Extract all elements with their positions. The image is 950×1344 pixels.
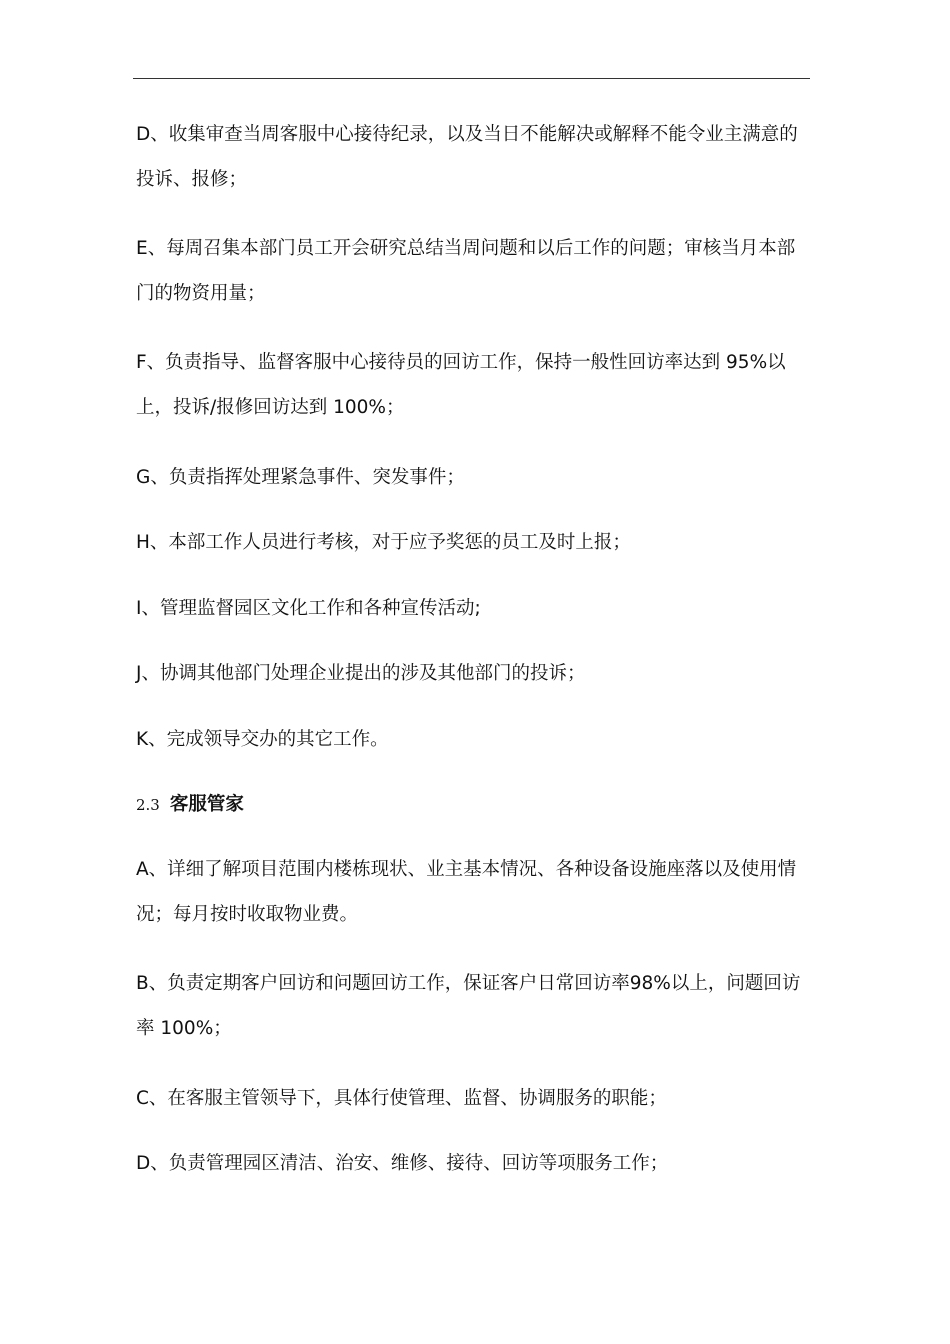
section-heading xyxy=(136,792,244,818)
section-number: 2.3 xyxy=(136,796,160,814)
section-paragraph-a: A、详细了解项目范围内楼栋现状、业主基本情况、各种设备设施座落以及使用情况；每月按时收取物业费。 xyxy=(136,859,797,925)
section-paragraph-b: B、负责定期客户回访和问题回访工作，保证客户日常回访率98%以上，问题回访率 100%； xyxy=(136,973,801,1039)
paragraph-k: K、完成领导交办的其它工作。 xyxy=(136,729,389,750)
paragraph-d: D、收集审查当周客服中心接待纪录，以及当日不能解决或解释不能令业主满意的投诉、报修； xyxy=(136,124,798,190)
section-title: 客服管家 xyxy=(169,794,244,815)
section-paragraph-c: C、在客服主管领导下，具体行使管理、监督、协调服务的职能； xyxy=(136,1088,667,1109)
paragraph-e: E、每周召集本部门员工开会研究总结当周问题和以后工作的问题；审核当月本部门的物资用量； xyxy=(136,238,796,304)
paragraph-i: I、管理监督园区文化工作和各种宣传活动; xyxy=(136,598,481,619)
paragraph-h: H、本部工作人员进行考核，对于应予奖惩的员工及时上报； xyxy=(136,532,631,553)
paragraph-f: F、负责指导、监督客服中心接待员的回访工作，保持一般性回访率达到 95%以上，投诉/报修回访达到 100%； xyxy=(136,352,786,418)
section-paragraph-d: D、负责管理园区清洁、治安、维修、接待、回访等项服务工作； xyxy=(136,1153,669,1174)
paragraph-j: J、协调其他部门处理企业提出的涉及其他部门的投诉； xyxy=(136,663,586,684)
paragraph-g: G、负责指挥处理紧急事件、突发事件； xyxy=(136,467,465,488)
header-rule xyxy=(133,78,810,79)
